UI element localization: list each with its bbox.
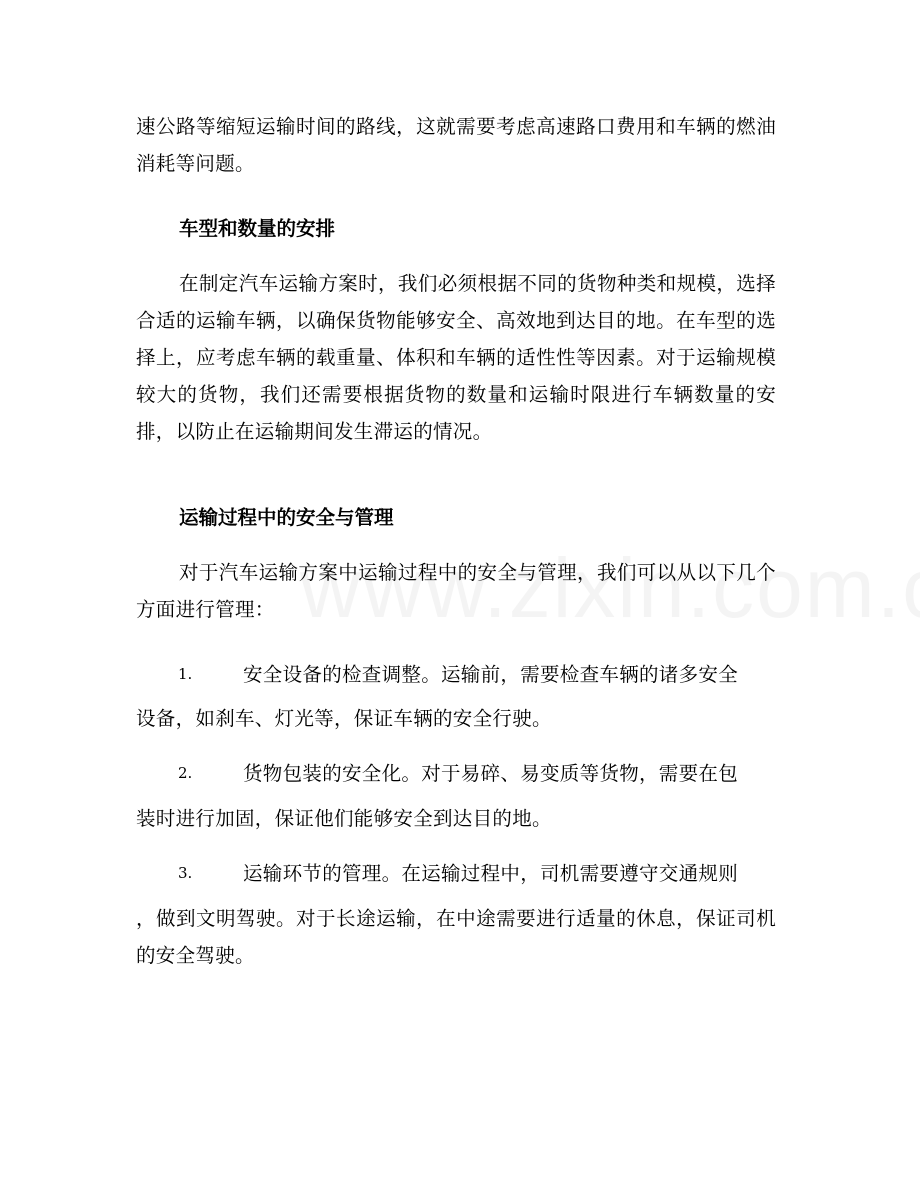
section-heading-vehicle: 车型和数量的安排 bbox=[179, 217, 336, 240]
vehicle-paragraph: 在制定汽车运输方案时，我们必须根据不同的货物种类和规模，选择合适的运输车辆，以确保货物能够安全、高效地到达目的地。在车型的选择上，应考虑车辆的载重量、体积和车辆的适性性等因素。对于运输规模较大的货物，我们还需要根据货物的数量和运输时限进行车辆数量的安排，以防止在运输期间发生滞运的情况。 bbox=[136, 272, 776, 443]
list-number: 1. bbox=[178, 665, 193, 683]
safety-paragraph: 对于汽车运输方案中运输过程中的安全与管理，我们可以从以下几个方面进行管理： bbox=[136, 561, 776, 621]
list-item-text: 装时进行加固，保证他们能够安全到达目的地。 bbox=[136, 807, 552, 830]
list-item-first-line: 安全设备的检查调整。运输前，需要检查车辆的诸多安全 bbox=[243, 663, 739, 686]
section-heading-safety: 运输过程中的安全与管理 bbox=[179, 506, 394, 529]
intro-paragraph: 速公路等缩短运输时间的路线，这就需要考虑高速路口费用和车辆的燃油消耗等问题。 bbox=[136, 115, 776, 175]
list-item-first-line: 货物包装的安全化。对于易碎、易变质等货物，需要在包 bbox=[243, 762, 739, 785]
list-item-first-line: 运输环节的管理。在运输过程中，司机需要遵守交通规则 bbox=[243, 862, 739, 885]
list-item-text: 设备，如刹车、灯光等，保证车辆的安全行驶。 bbox=[136, 707, 552, 730]
list-number: 2. bbox=[178, 764, 193, 782]
list-item-text: ，做到文明驾驶。对于长途运输，在中途需要进行适量的休息，保证司机的安全驾驶。 bbox=[136, 907, 776, 967]
list-number: 3. bbox=[178, 864, 193, 882]
